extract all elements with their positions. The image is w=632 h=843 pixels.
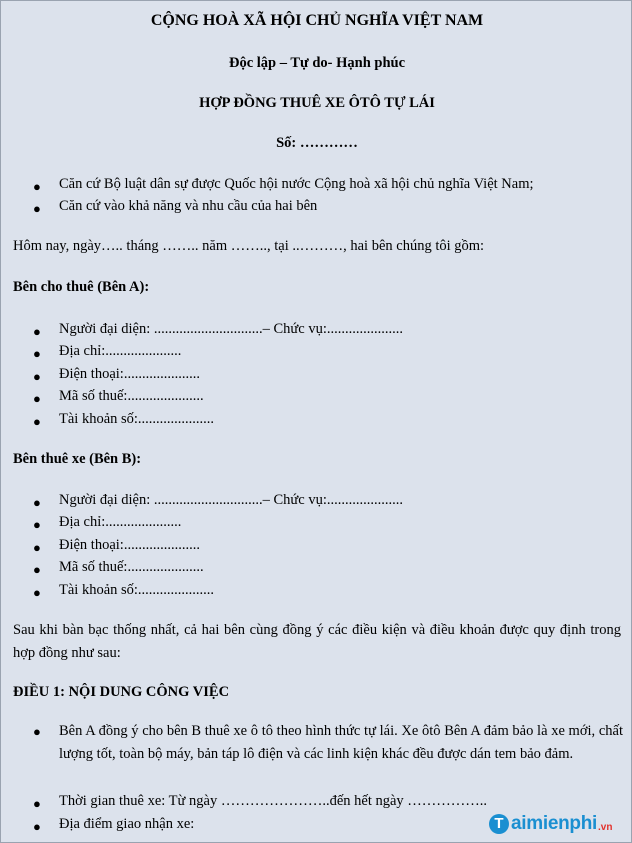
- party-b-field: Điện thoại:.....................: [59, 537, 200, 553]
- watermark-logo: [489, 813, 612, 835]
- basis-item: Căn cứ Bộ luật dân sự được Quốc hội nước Cộng hoà xã hội chủ nghĩa Việt Nam;: [59, 176, 534, 192]
- party-a-field: Điện thoại:.....................: [59, 366, 200, 382]
- bullet-icon: ●: [33, 369, 41, 384]
- contract-number: Số: …………: [276, 135, 358, 151]
- article-1-item: Bên A đồng ý cho bên B thuê xe ô tô theo hình thức tự lái. Xe ôtô Bên A đảm bảo là xe mới, chất lượng tốt, toàn bộ máy, bản táp lô điện và các linh kiện khác đều được dán tem bảo đảm.: [59, 723, 623, 762]
- party-a-field: Tài khoản số:.....................: [59, 411, 215, 427]
- party-b-field: Địa chỉ:.....................: [59, 514, 182, 530]
- bullet-icon: ●: [33, 495, 41, 510]
- bullet-icon: ●: [33, 201, 41, 216]
- national-motto: Độc lập – Tự do- Hạnh phúc: [228, 55, 406, 71]
- article-1-heading: ĐIỀU 1: NỘI DUNG CÔNG VIỆC: [13, 684, 230, 700]
- logo-text: aimienphi: [511, 813, 597, 834]
- article-1-item: Thời gian thuê xe: Từ ngày …………………..đến hết ngày ……………..: [59, 793, 488, 809]
- bullet-icon: ●: [33, 414, 41, 429]
- bullet-icon: ●: [33, 346, 41, 361]
- bullet-icon: ●: [33, 585, 41, 600]
- bullet-icon: ●: [33, 324, 41, 339]
- party-b-heading: Bên thuê xe (Bên B):: [13, 451, 142, 467]
- party-a-heading: Bên cho thuê (Bên A):: [13, 279, 150, 295]
- bullet-icon: ●: [33, 819, 41, 834]
- national-title: CỘNG HOÀ XÃ HỘI CHỦ NGHĨA VIỆT NAM: [150, 12, 484, 29]
- bullet-icon: ●: [33, 724, 41, 739]
- logo-icon: T: [489, 814, 509, 834]
- party-b-field: Mã số thuế:.....................: [59, 559, 204, 575]
- intro-line: Hôm nay, ngày….. tháng …….. năm …….., tại ..………, hai bên chúng tôi gồm:: [13, 238, 485, 254]
- basis-item: Căn cứ vào khả năng và nhu cầu của hai bên: [59, 198, 318, 214]
- party-a-field: Người đại diện: ..............................– Chức vụ:.....................: [59, 321, 403, 337]
- contract-title: HỢP ĐỒNG THUÊ XE ÔTÔ TỰ LÁI: [199, 95, 435, 111]
- party-a-field: Mã số thuế:.....................: [59, 388, 204, 404]
- logo-suffix: .vn: [597, 822, 613, 833]
- agreement-paragraph: Sau khi bàn bạc thống nhất, cả hai bên cùng đồng ý các điều kiện và điều khoản được quy định trong hợp đồng như sau:: [13, 622, 621, 661]
- party-b-field: Tài khoản số:.....................: [59, 582, 215, 598]
- bullet-icon: ●: [33, 562, 41, 577]
- party-b-field: Người đại diện: ..............................– Chức vụ:.....................: [59, 492, 403, 508]
- bullet-icon: ●: [33, 179, 41, 194]
- article-1-item: Địa điểm giao nhận xe:: [59, 816, 195, 832]
- bullet-icon: ●: [33, 540, 41, 555]
- party-a-field: Địa chỉ:.....................: [59, 343, 182, 359]
- bullet-icon: ●: [33, 391, 41, 406]
- bullet-icon: ●: [33, 517, 41, 532]
- bullet-icon: ●: [33, 796, 41, 811]
